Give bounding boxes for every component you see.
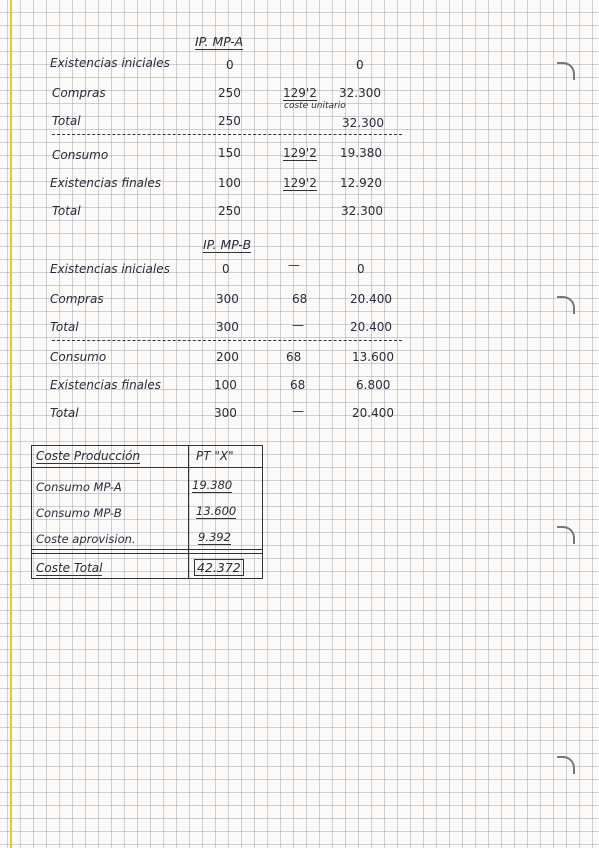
mp-b-row-total: 20.400 (352, 406, 394, 420)
table-row-label: Coste aprovision. (36, 532, 136, 546)
mp-a-row-total: 19.380 (340, 146, 382, 160)
margin-line (10, 0, 12, 848)
mp-a-row-label: Existencias iniciales (50, 56, 170, 70)
table-header-value: PT "X" (196, 449, 234, 463)
separator-dashed (52, 340, 402, 341)
mp-a-row-label: Total (52, 114, 81, 128)
table-row-value: 9.392 (198, 530, 231, 544)
mp-a-row-qty: 250 (218, 86, 241, 100)
mp-b-row-total: 20.400 (350, 292, 392, 306)
mp-a-row-price: 129'2 (283, 146, 317, 160)
mp-a-row-label: Existencias finales (50, 176, 161, 190)
table-divider (32, 467, 262, 468)
mp-a-row-qty: 250 (218, 204, 241, 218)
mp-b-row-total: 13.600 (352, 350, 394, 364)
mp-b-row-qty: 300 (214, 406, 237, 420)
mp-b-row-price: — (292, 404, 304, 418)
table-total-label: Coste Total (36, 561, 103, 575)
table-header-label: Coste Producción (36, 449, 141, 463)
mp-b-row-price: 68 (286, 350, 302, 364)
mp-b-row-qty: 300 (216, 292, 239, 306)
mp-b-row-label: Existencias finales (50, 378, 161, 392)
mp-a-row-total: 12.920 (340, 176, 382, 190)
mp-a-row-total: 32.300 (342, 116, 384, 130)
mp-b-row-label: Existencias iniciales (50, 262, 170, 276)
mp-b-row-total: 0 (357, 262, 365, 276)
table-divider (188, 446, 189, 578)
mp-b-row-price: — (292, 318, 304, 332)
mp-b-row-price: 68 (290, 378, 306, 392)
table-row-value: 19.380 (192, 478, 233, 492)
table-divider (32, 549, 262, 550)
mp-a-row-total: 32.300 (341, 204, 383, 218)
mp-b-row-qty: 100 (214, 378, 237, 392)
table-row-label: Consumo MP-B (36, 506, 122, 520)
mp-b-row-qty: 0 (222, 262, 230, 276)
mp-b-row-label: Total (50, 406, 79, 420)
mp-a-row-label: Consumo (52, 148, 109, 162)
mp-b-row-label: Total (50, 320, 79, 334)
table-row-label: Consumo MP-A (36, 480, 122, 494)
mp-b-row-label: Compras (50, 292, 104, 306)
mp-a-row-qty: 0 (226, 58, 234, 72)
mp-a-row-total: 32.300 (339, 86, 381, 100)
mp-b-title: IP. MP-B (203, 237, 252, 252)
mp-a-row-label: Compras (52, 86, 106, 100)
table-divider (32, 553, 262, 554)
mp-a-row-qty: 250 (218, 114, 241, 128)
mp-a-row-total: 0 (356, 58, 364, 72)
mp-b-row-qty: 300 (216, 320, 239, 334)
mp-b-row-qty: 200 (216, 350, 239, 364)
mp-a-row-label: Total (52, 204, 81, 218)
mp-b-row-price: 68 (292, 292, 308, 306)
mp-a-row-price: 129'2 (283, 86, 317, 100)
unit-cost-note: coste unitario (284, 101, 346, 111)
separator-dashed (52, 134, 402, 135)
mp-a-row-qty: 150 (218, 146, 241, 160)
table-total-value: 42.372 (194, 559, 244, 576)
mp-b-row-total: 20.400 (350, 320, 392, 334)
table-row-value: 13.600 (196, 504, 237, 518)
production-cost-table (31, 445, 263, 579)
mp-a-row-qty: 100 (218, 176, 241, 190)
mp-b-row-price: — (288, 258, 300, 272)
mp-a-title: IP. MP-A (195, 34, 244, 49)
mp-b-row-total: 6.800 (356, 378, 391, 392)
mp-a-row-price: 129'2 (283, 176, 317, 190)
mp-b-row-label: Consumo (50, 350, 107, 364)
